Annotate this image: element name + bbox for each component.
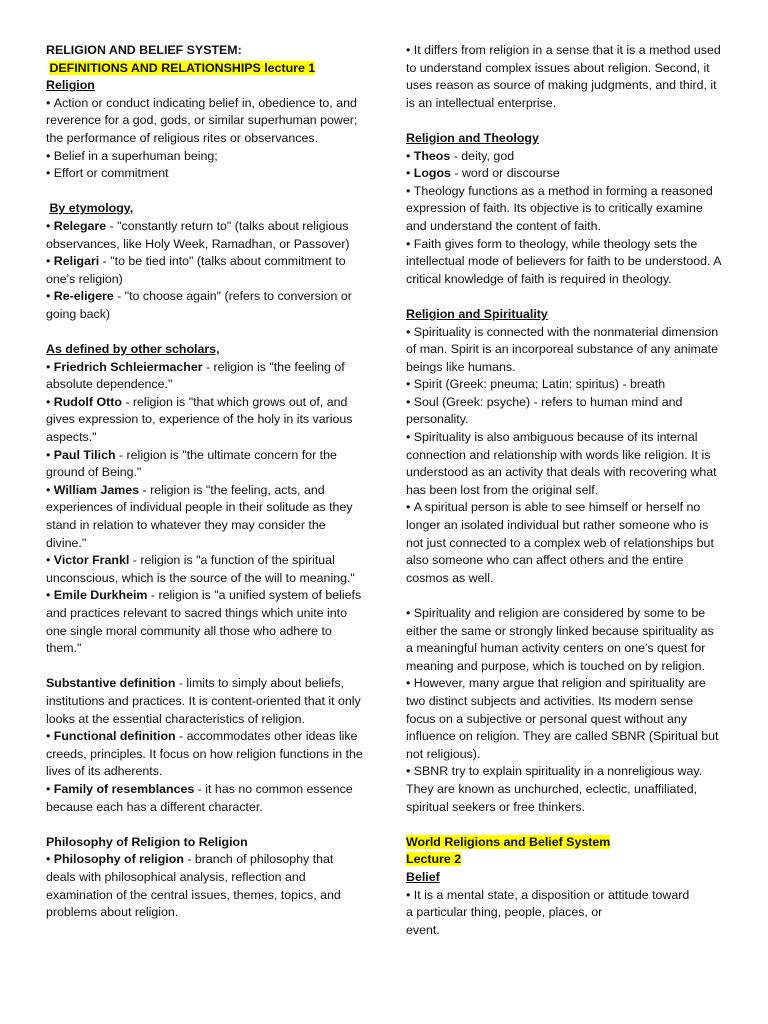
left-column bbox=[46, 42, 364, 922]
scholar-item: • Victor Frankl - religion is "a function of the spiritual unconscious, which is the source of the will to meaning." bbox=[46, 552, 364, 587]
lecture-1-subtitle: DEFINITIONS AND RELATIONSHIPS lecture 1 bbox=[49, 60, 316, 75]
lecture-1-label bbox=[46, 60, 364, 78]
belief-line: a particular thing, people, places, or bbox=[406, 905, 603, 920]
definition-item: • Family of resemblances - it has no common essence because each has a different character. bbox=[46, 781, 364, 816]
religion-bullet: • Effort or commitment bbox=[46, 165, 364, 183]
lecture-2-title-line bbox=[406, 834, 724, 852]
lecture-2-label: Lecture 2 bbox=[406, 852, 462, 867]
spirituality-bullet: • Spirituality is also ambiguous because of its internal connection and relationship with words like religion. It is understood as an activity that deals with recovering what has been lost from the original self. bbox=[406, 429, 724, 499]
belief-line: event. bbox=[406, 922, 440, 937]
lecture-2-title: World Religions and Belief System bbox=[406, 834, 611, 849]
right-column bbox=[406, 42, 724, 939]
theology-bullet: • Faith gives form to theology, while theology sets the intellectual mode of believers for faith to be understood. A critical knowledge of faith is required in theology. bbox=[406, 236, 724, 289]
philosophy-item: • Philosophy of religion - branch of philosophy that deals with philosophical analysis, reflection and examination of the central issues, themes, topics, and problems about religion. bbox=[46, 851, 364, 921]
religion-bullet: • Belief in a superhuman being; bbox=[46, 148, 364, 166]
scholar-item: • William James - religion is "the feeling, acts, and experiences of individual people in their solitude as they stand in relation to whatever they may consider the divine." bbox=[46, 482, 364, 552]
substantive-definition: Substantive definition - limits to simply about beliefs, institutions and practices. It is content-oriented that it only looks at the essential characteristics of religion. bbox=[46, 676, 361, 726]
scholar-item: • Emile Durkheim - religion is "a unified system of beliefs and practices relevant to sacred things which unite into one single moral community all those who adhere to them." bbox=[46, 587, 364, 657]
etymology-item: • Relegare - "constantly return to" (talks about religious observances, like Holy Week, Ramadhan, or Passover) bbox=[46, 218, 364, 253]
document-title: RELIGION AND BELIEF SYSTEM: bbox=[46, 43, 242, 57]
etymology-heading-line bbox=[46, 200, 364, 218]
spirituality-bullet: • A spiritual person is able to see himself or herself no longer an isolated individual but rather someone who is not just connected to a complex web of relationships but also someone who can affect others and the entire cosmos as well. bbox=[406, 499, 724, 587]
theology-term: • Logos - word or discourse bbox=[406, 165, 724, 183]
etymology-item: • Religari - "to be tied into" (talks about commitment to one's religion) bbox=[46, 253, 364, 288]
belief-heading: Belief bbox=[406, 869, 440, 884]
spirituality-bullet: • Spirituality is connected with the nonmaterial dimension of man. Spirit is an incorporeal substance of any animate beings like humans. bbox=[406, 324, 724, 377]
theology-bullet: • Theology functions as a method in forming a reasoned expression of faith. Its objective is to critically examine and understand the content of faith. bbox=[406, 183, 724, 236]
scholar-item: • Rudolf Otto - religion is "that which grows out of, and gives expression to, experience of the holy in its various aspects." bbox=[46, 394, 364, 447]
spirituality-heading: Religion and Spirituality bbox=[406, 306, 548, 321]
definition-item: • Functional definition - accommodates other ideas like creeds, principles. It focus on how religion functions in the lives of its adherents. bbox=[46, 728, 364, 781]
theology-term: • Theos - deity, god bbox=[406, 148, 724, 166]
scholars-heading: As defined by other scholars, bbox=[46, 342, 220, 357]
spirituality-bullet: • Spirituality and religion are considered by some to be either the same or strongly linked because spirituality as a meaningful human activity centers on one's quest for meaning and purpose, which is touched on by religion. bbox=[406, 605, 724, 675]
lecture-2-label-line bbox=[406, 851, 724, 869]
philosophy-heading: Philosophy of Religion to Religion bbox=[46, 834, 248, 849]
religion-heading: Religion bbox=[46, 78, 95, 93]
philosophy-continued: • It differs from religion in a sense that it is a method used to understand complex issues about religion. Second, it uses reason as source of making judgments, and third, it is an intellectual enterprise. bbox=[406, 42, 724, 112]
etymology-item: • Re-eligere - "to choose again" (refers to conversion or going back) bbox=[46, 288, 364, 323]
religion-bullet: • Action or conduct indicating belief in, obedience to, and reverence for a god, gods, or similar superhuman power; the performance of religious rites or observances. bbox=[46, 95, 364, 148]
scholar-item: • Paul Tilich - religion is "the ultimate concern for the ground of Being." bbox=[46, 447, 364, 482]
theology-heading: Religion and Theology bbox=[406, 130, 539, 145]
etymology-heading: By etymology, bbox=[49, 201, 134, 216]
spirituality-bullet: • Spirit (Greek: pneuma; Latin: spiritus) - breath bbox=[406, 376, 724, 394]
spirituality-bullet: • SBNR try to explain spirituality in a nonreligious way. They are known as unchurched, eclectic, unaffiliated, spiritual seekers or free thinkers. bbox=[406, 763, 724, 816]
spirituality-bullet: • Soul (Greek: psyche) - refers to human mind and personality. bbox=[406, 394, 724, 429]
spirituality-bullet: • However, many argue that religion and spirituality are two distinct subjects and activities. Its modern sense focus on a subjective or personal quest without any influence on religion. They are called SBNR (Spiritual but not religious). bbox=[406, 675, 724, 763]
belief-bullet: • It is a mental state, a disposition or attitude toward bbox=[406, 887, 724, 905]
scholar-item: • Friedrich Schleiermacher - religion is "the feeling of absolute dependence." bbox=[46, 359, 364, 394]
